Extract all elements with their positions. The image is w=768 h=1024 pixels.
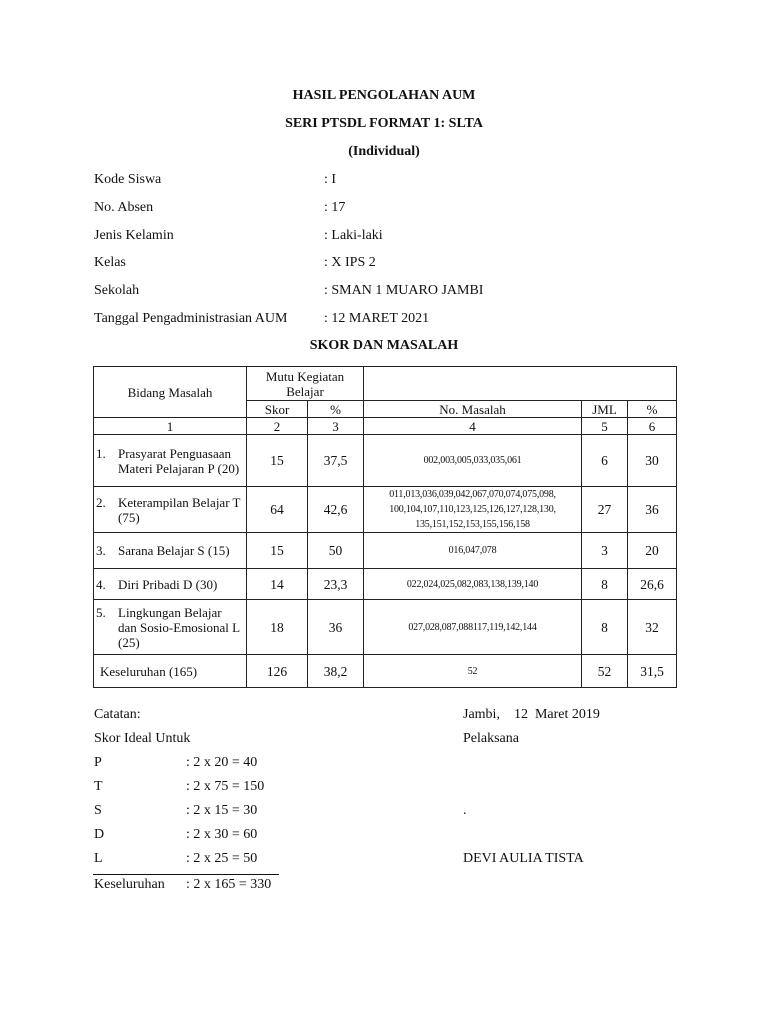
col-number: 6 xyxy=(628,418,677,435)
table-row xyxy=(94,487,677,533)
pct-cell: 37,5 xyxy=(308,435,364,487)
ideal-value-p: : 2 x 20 = 40 xyxy=(186,755,257,771)
signature-name: DEVI AULIA TISTA xyxy=(463,851,584,866)
col-number: 1 xyxy=(94,418,247,435)
pct2-cell: 30 xyxy=(628,435,677,487)
info-row-kode-siswa xyxy=(94,172,594,192)
table-row xyxy=(94,435,677,487)
ideal-label-s: S xyxy=(94,803,102,818)
total-label: Keseluruhan (165) xyxy=(94,655,247,688)
header-blank xyxy=(364,367,677,401)
skor-cell: 64 xyxy=(247,487,308,533)
bidang-cell xyxy=(94,533,247,569)
info-label: Jenis Kelamin xyxy=(94,228,174,243)
ideal-value-t: : 2 x 75 = 150 xyxy=(186,779,264,795)
score-table xyxy=(93,366,677,688)
skor-cell: 15 xyxy=(247,435,308,487)
info-label: Kelas xyxy=(94,255,126,270)
ideal-label-l: L xyxy=(94,851,103,866)
place-date: Jambi, 12 Maret 2019 xyxy=(463,707,600,722)
bidang-name: Diri Pribadi D (30) xyxy=(118,576,218,592)
jml-cell: 3 xyxy=(582,533,628,569)
info-row-jenis-kelamin xyxy=(94,228,594,248)
signature-dot: . xyxy=(463,803,467,818)
info-value: : Laki-laki xyxy=(324,228,383,244)
header-no-masalah: No. Masalah xyxy=(364,401,582,418)
bidang-cell xyxy=(94,487,247,533)
pct2-cell: 20 xyxy=(628,533,677,569)
skor-ideal-label: Skor Ideal Untuk xyxy=(94,731,191,746)
info-value: : SMAN 1 MUARO JAMBI xyxy=(324,283,483,299)
table-header-row xyxy=(94,367,677,401)
bidang-cell xyxy=(94,569,247,600)
signature-role: Pelaksana xyxy=(463,731,519,746)
bidang-name: Sarana Belajar S (15) xyxy=(118,543,230,558)
bidang-name: Lingkungan Belajar dan Sosio-Emosional L (25) xyxy=(118,604,240,650)
jml-cell: 6 xyxy=(582,435,628,487)
sum-divider xyxy=(93,874,279,875)
skor-cell: 18 xyxy=(247,600,308,655)
bidang-name: Prasyarat Penguasaan Materi Pelajaran P (20) xyxy=(118,445,240,476)
bidang-name: Keterampilan Belajar T (75) xyxy=(118,494,241,525)
info-value: : 12 MARET 2021 xyxy=(324,311,429,327)
document-type: (Individual) xyxy=(348,144,420,159)
ideal-value-d: : 2 x 30 = 60 xyxy=(186,827,257,843)
jml-cell: 8 xyxy=(582,600,628,655)
info-label: Kode Siswa xyxy=(94,172,162,187)
info-value: : X IPS 2 xyxy=(324,255,376,271)
ideal-value-s: : 2 x 15 = 30 xyxy=(186,803,257,819)
pct-cell: 36 xyxy=(308,600,364,655)
bidang-cell xyxy=(94,600,247,655)
ideal-label-t: T xyxy=(94,779,103,794)
pct2-cell: 36 xyxy=(628,487,677,533)
table-row xyxy=(94,600,677,655)
ideal-label-d: D xyxy=(94,827,105,842)
pct-cell: 23,3 xyxy=(308,569,364,600)
col-number: 5 xyxy=(582,418,628,435)
info-label: No. Absen xyxy=(94,200,154,215)
jml-cell: 27 xyxy=(582,487,628,533)
info-row-sekolah xyxy=(94,283,594,303)
info-row-kelas xyxy=(94,255,594,275)
ideal-total-label: Keseluruhan xyxy=(94,877,165,892)
info-label: Sekolah xyxy=(94,283,140,298)
col-number: 4 xyxy=(364,418,582,435)
masalah-cell: 011,013,036,039,042,067,070,074,075,098, 100,104,107,110,123,125,126,127,128,130, 135,151,152,153,155,156,158 xyxy=(364,487,582,533)
masalah-cell: 002,003,005,033,035,061 xyxy=(364,435,582,487)
info-label: Tanggal Pengadministrasian AUM xyxy=(94,311,288,326)
header-pct2: % xyxy=(628,401,677,418)
header-mutu: Mutu Kegiatan Belajar xyxy=(247,367,364,401)
row-number: 3. xyxy=(96,543,106,558)
ideal-value-l: : 2 x 25 = 50 xyxy=(186,851,257,867)
masalah-cell: 022,024,025,082,083,138,139,140 xyxy=(364,569,582,600)
header-jml: JML xyxy=(582,401,628,418)
document-title: HASIL PENGOLAHAN AUM xyxy=(292,88,476,103)
pct2-cell: 32 xyxy=(628,600,677,655)
row-number: 5. xyxy=(96,604,106,620)
info-value: : I xyxy=(324,172,336,188)
total-masalah: 52 xyxy=(364,655,582,688)
info-row-no-absen xyxy=(94,200,594,220)
row-number: 4. xyxy=(96,576,106,592)
skor-cell: 14 xyxy=(247,569,308,600)
jml-cell: 8 xyxy=(582,569,628,600)
header-skor: Skor xyxy=(247,401,308,418)
row-number: 2. xyxy=(96,494,106,510)
pct-cell: 42,6 xyxy=(308,487,364,533)
masalah-cell: 016,047,078 xyxy=(364,533,582,569)
info-row-tanggal xyxy=(94,311,594,331)
catatan-label: Catatan: xyxy=(94,707,141,722)
pct-cell: 50 xyxy=(308,533,364,569)
ideal-label-p: P xyxy=(94,755,102,770)
table-row xyxy=(94,569,677,600)
total-pct: 38,2 xyxy=(308,655,364,688)
col-number: 2 xyxy=(247,418,308,435)
header-bidang: Bidang Masalah xyxy=(94,367,247,418)
table-row xyxy=(94,533,677,569)
col-number: 3 xyxy=(308,418,364,435)
skor-cell: 15 xyxy=(247,533,308,569)
bidang-cell xyxy=(94,435,247,487)
header-pct: % xyxy=(308,401,364,418)
row-number: 1. xyxy=(96,445,106,461)
total-jml: 52 xyxy=(582,655,628,688)
masalah-cell: 027,028,087,088117,119,142,144 xyxy=(364,600,582,655)
pct2-cell: 26,6 xyxy=(628,569,677,600)
table-total-row xyxy=(94,655,677,688)
ideal-total-value: : 2 x 165 = 330 xyxy=(186,877,271,893)
total-skor: 126 xyxy=(247,655,308,688)
document-subtitle: SERI PTSDL FORMAT 1: SLTA xyxy=(285,116,483,131)
column-number-row xyxy=(94,418,677,435)
section-title: SKOR DAN MASALAH xyxy=(309,338,459,353)
info-value: : 17 xyxy=(324,200,345,216)
total-pct2: 31,5 xyxy=(628,655,677,688)
